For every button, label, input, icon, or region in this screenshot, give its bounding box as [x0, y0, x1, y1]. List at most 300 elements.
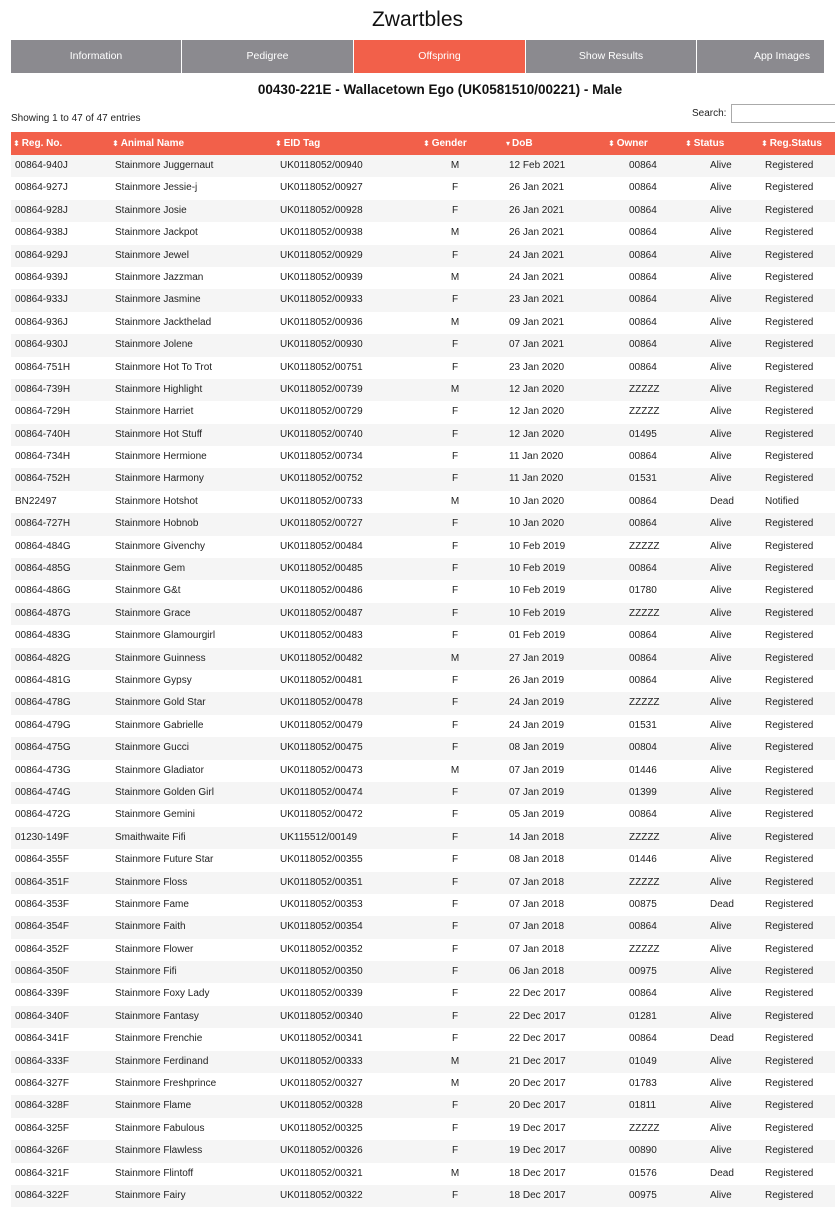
cell-eid-tag: UK0118052/00350: [280, 966, 363, 978]
cell-reg-status: Registered: [765, 652, 814, 664]
cell-dob: 19 Dec 2017: [509, 1145, 566, 1157]
cell-gender: M: [450, 764, 460, 776]
cell-gender: F: [451, 742, 459, 754]
tab-bar: [11, 40, 824, 73]
tab-offspring[interactable]: Offspring: [354, 40, 526, 73]
cell-eid-tag: UK0118052/00939: [280, 271, 363, 283]
cell-reg-status: Registered: [765, 1189, 814, 1201]
table-row[interactable]: [11, 670, 835, 692]
table-row[interactable]: [11, 1028, 835, 1050]
cell-eid-tag: UK0118052/00352: [280, 943, 363, 955]
tab-pedigree[interactable]: Pedigree: [182, 40, 354, 73]
cell-owner: 00975: [629, 1189, 657, 1201]
cell-status: Alive: [710, 1055, 732, 1067]
cell-animal-name: Stainmore Hobnob: [115, 518, 199, 530]
cell-animal-name: Stainmore Jackpot: [115, 227, 198, 239]
column-label: Gender: [431, 138, 467, 149]
cell-owner: ZZZZZ: [629, 697, 660, 709]
cell-animal-name: Stainmore Juggernaut: [115, 160, 214, 171]
cell-animal-name: Stainmore Flintoff: [115, 1167, 194, 1179]
cell-owner: 00864: [629, 451, 657, 463]
table-row[interactable]: [11, 827, 835, 849]
cell-reg-no: 00864-482G: [15, 652, 71, 664]
tab-information[interactable]: Information: [11, 40, 182, 73]
column-header-eid-tag[interactable]: [275, 132, 425, 155]
sort-both-icon: ⬍: [112, 139, 119, 148]
cell-owner: 00864: [629, 495, 657, 507]
cell-status: Alive: [710, 831, 732, 843]
cell-gender: F: [451, 1145, 459, 1157]
cell-reg-status: Registered: [765, 1122, 814, 1134]
table-row[interactable]: [11, 1163, 835, 1185]
table-row[interactable]: [11, 289, 835, 311]
cell-owner: 01531: [629, 719, 657, 731]
cell-reg-no: 00864-729H: [15, 406, 71, 418]
cell-animal-name: Stainmore Glamourgirl: [115, 630, 216, 642]
cell-animal-name: Stainmore Hot Stuff: [115, 428, 203, 440]
cell-status: Alive: [710, 742, 732, 754]
table-row[interactable]: [11, 155, 835, 177]
cell-owner: 01049: [629, 1055, 657, 1067]
cell-reg-no: 00864-484G: [15, 540, 71, 552]
cell-owner: 00864: [629, 361, 657, 373]
cell-reg-status: Registered: [765, 540, 814, 552]
table-row[interactable]: [11, 267, 835, 289]
cell-status: Alive: [710, 271, 732, 283]
cell-animal-name: Stainmore Fairy: [115, 1189, 186, 1201]
table-row[interactable]: [11, 1185, 835, 1207]
cell-gender: F: [451, 249, 459, 261]
sort-desc-icon: ▾: [506, 139, 511, 148]
cell-status: Alive: [710, 652, 732, 664]
cell-gender: F: [451, 204, 459, 216]
table-row[interactable]: [11, 1006, 835, 1028]
cell-eid-tag: UK0118052/00322: [280, 1189, 363, 1201]
cell-reg-no: 00864-751H: [15, 361, 71, 373]
table-row[interactable]: [11, 536, 835, 558]
cell-status: Alive: [710, 473, 732, 485]
table-row[interactable]: [11, 222, 835, 244]
cell-dob: 11 Jan 2020: [509, 451, 564, 463]
cell-dob: 10 Feb 2019: [509, 607, 566, 619]
cell-owner: 01281: [629, 1010, 657, 1022]
cell-status: Alive: [710, 809, 732, 821]
cell-reg-no: 00864-485G: [15, 563, 71, 575]
search-input[interactable]: [731, 104, 835, 123]
cell-dob: 18 Dec 2017: [509, 1189, 566, 1201]
cell-animal-name: Stainmore Gladiator: [115, 764, 204, 776]
cell-dob: 22 Dec 2017: [509, 1033, 566, 1045]
cell-reg-status: Registered: [765, 1078, 814, 1090]
cell-reg-status: Registered: [765, 697, 814, 709]
cell-gender: F: [451, 1122, 459, 1134]
sort-both-icon: ⬍: [608, 139, 615, 148]
cell-dob: 07 Jan 2021: [509, 339, 565, 351]
table-row[interactable]: [11, 580, 835, 602]
cell-dob: 10 Jan 2020: [509, 518, 565, 530]
cell-dob: 10 Feb 2019: [509, 540, 566, 552]
table-row[interactable]: [11, 357, 835, 379]
column-label: Status: [693, 138, 725, 149]
cell-status: Alive: [710, 406, 732, 418]
cell-gender: F: [451, 1189, 459, 1201]
cell-gender: M: [450, 383, 460, 395]
cell-animal-name: Smaithwaite Fifi: [115, 831, 186, 843]
cell-status: Alive: [710, 1010, 732, 1022]
cell-dob: 27 Jan 2019: [509, 652, 565, 664]
cell-status: Alive: [710, 674, 732, 686]
cell-status: Alive: [710, 518, 732, 530]
cell-reg-no: 00864-739H: [15, 383, 71, 395]
table-row[interactable]: [11, 983, 835, 1005]
cell-animal-name: Stainmore Gabrielle: [115, 719, 204, 731]
cell-animal-name: Stainmore Givenchy: [115, 540, 206, 552]
column-header-status[interactable]: [685, 132, 745, 155]
cell-gender: F: [451, 428, 459, 440]
cell-eid-tag: UK0118052/00928: [280, 204, 363, 216]
cell-dob: 10 Jan 2020: [509, 495, 565, 507]
cell-eid-tag: UK0118052/00354: [280, 921, 363, 933]
cell-gender: F: [451, 943, 459, 955]
cell-owner: ZZZZZ: [629, 607, 660, 619]
cell-status: Alive: [710, 988, 732, 1000]
cell-animal-name: Stainmore Hotshot: [115, 495, 198, 507]
table-row[interactable]: [11, 446, 835, 468]
cell-reg-no: 00864-933J: [15, 294, 68, 306]
cell-eid-tag: UK0118052/00727: [280, 518, 363, 530]
cell-animal-name: Stainmore Hermione: [115, 451, 207, 463]
column-header-animal-name[interactable]: [112, 132, 272, 155]
cell-status: Alive: [710, 786, 732, 798]
cell-animal-name: Stainmore Jewel: [115, 249, 189, 261]
cell-gender: F: [451, 585, 459, 597]
column-header-reg-no[interactable]: [13, 132, 108, 155]
cell-dob: 22 Dec 2017: [509, 1010, 566, 1022]
cell-gender: F: [451, 1033, 459, 1045]
table-row[interactable]: [11, 1073, 835, 1095]
cell-animal-name: Stainmore Fantasy: [115, 1010, 199, 1022]
cell-gender: F: [451, 831, 459, 843]
cell-owner: 00864: [629, 809, 657, 821]
table-row[interactable]: [11, 692, 835, 714]
cell-animal-name: Stainmore Gold Star: [115, 697, 206, 709]
cell-status: Alive: [710, 585, 732, 597]
table-row[interactable]: [11, 312, 835, 334]
cell-reg-status: Registered: [765, 988, 814, 1000]
cell-owner: 01446: [629, 764, 657, 776]
cell-reg-no: 00864-930J: [15, 339, 68, 351]
table-row[interactable]: [11, 849, 835, 871]
cell-eid-tag: UK115512/00149: [280, 831, 358, 843]
table-row[interactable]: [11, 715, 835, 737]
cell-owner: 00864: [629, 988, 657, 1000]
table-row[interactable]: [11, 894, 835, 916]
table-row[interactable]: [11, 245, 835, 267]
cell-status: Alive: [710, 540, 732, 552]
table-row[interactable]: [11, 939, 835, 961]
cell-eid-tag: UK0118052/00474: [280, 786, 363, 798]
cell-dob: 20 Dec 2017: [509, 1078, 566, 1090]
cell-reg-no: 00864-475G: [15, 742, 71, 754]
table-row[interactable]: [11, 200, 835, 222]
cell-reg-no: 00864-478G: [15, 697, 71, 709]
cell-animal-name: Stainmore Freshprince: [115, 1078, 217, 1090]
cell-reg-status: Registered: [765, 742, 814, 754]
cell-owner: 00864: [629, 652, 657, 664]
cell-owner: 00864: [629, 1033, 657, 1045]
cell-owner: 00864: [629, 674, 657, 686]
cell-reg-status: Registered: [765, 1033, 814, 1045]
page-title: Zwartbles: [371, 8, 464, 31]
cell-gender: F: [451, 406, 459, 418]
cell-reg-status: Registered: [765, 786, 814, 798]
cell-status: Alive: [710, 249, 732, 261]
table-row[interactable]: [11, 424, 835, 446]
search-label: Search:: [692, 108, 727, 119]
cell-reg-status: Registered: [765, 854, 814, 866]
cell-reg-status: Registered: [765, 1100, 814, 1112]
table-row[interactable]: [11, 760, 835, 782]
cell-dob: 07 Jan 2018: [509, 876, 565, 888]
table-row[interactable]: [11, 625, 835, 647]
cell-status: Alive: [710, 563, 732, 575]
table-header: [11, 132, 835, 155]
cell-eid-tag: UK0118052/00734: [280, 451, 363, 463]
cell-dob: 24 Jan 2021: [509, 249, 565, 261]
cell-owner: ZZZZZ: [629, 540, 660, 552]
cell-reg-status: Registered: [765, 1145, 814, 1157]
cell-owner: 00864: [629, 294, 657, 306]
cell-owner: 00864: [629, 630, 657, 642]
cell-owner: 01495: [629, 428, 657, 440]
cell-status: Alive: [710, 719, 732, 731]
table-row[interactable]: [11, 334, 835, 356]
cell-reg-status: Registered: [765, 204, 814, 216]
cell-reg-no: 00864-936J: [15, 316, 68, 328]
cell-reg-status: Registered: [765, 563, 814, 575]
cell-reg-status: Registered: [765, 428, 814, 440]
cell-eid-tag: UK0118052/00486: [280, 585, 363, 597]
cell-status: Alive: [710, 966, 732, 978]
cell-reg-status: Notified: [765, 495, 799, 507]
cell-dob: 22 Dec 2017: [509, 988, 566, 1000]
cell-gender: F: [451, 607, 459, 619]
cell-animal-name: Stainmore Fame: [115, 898, 189, 910]
cell-dob: 24 Jan 2021: [509, 271, 565, 283]
column-header-owner[interactable]: [608, 132, 668, 155]
cell-status: Alive: [710, 1122, 732, 1134]
cell-dob: 12 Jan 2020: [509, 406, 565, 418]
column-header-dob[interactable]: [506, 132, 586, 155]
cell-status: Dead: [710, 495, 734, 507]
cell-gender: F: [451, 876, 459, 888]
cell-dob: 01 Feb 2019: [509, 630, 566, 642]
cell-eid-tag: UK0118052/00351: [280, 876, 363, 888]
cell-animal-name: Stainmore Fabulous: [115, 1122, 205, 1134]
cell-animal-name: Stainmore Frenchie: [115, 1033, 203, 1045]
cell-gender: F: [451, 1100, 459, 1112]
cell-gender: F: [451, 182, 459, 194]
table-row[interactable]: [11, 603, 835, 625]
column-header-reg-status[interactable]: [761, 132, 835, 155]
cell-status: Alive: [710, 339, 732, 351]
cell-eid-tag: UK0118052/00930: [280, 339, 363, 351]
cell-dob: 12 Jan 2020: [509, 428, 565, 440]
table-row[interactable]: [11, 737, 835, 759]
cell-gender: F: [451, 563, 459, 575]
column-label: Reg.Status: [769, 138, 822, 149]
cell-status: Dead: [710, 1167, 734, 1179]
column-header-gender[interactable]: [423, 132, 483, 155]
cell-reg-no: 00864-940J: [15, 160, 68, 171]
cell-reg-status: Registered: [765, 876, 814, 888]
cell-owner: ZZZZZ: [629, 943, 660, 955]
cell-reg-status: Registered: [765, 1010, 814, 1022]
cell-dob: 10 Feb 2019: [509, 585, 566, 597]
table-row[interactable]: [11, 648, 835, 670]
cell-dob: 26 Jan 2021: [509, 204, 565, 216]
cell-animal-name: Stainmore Flame: [115, 1100, 192, 1112]
cell-reg-status: Registered: [765, 719, 814, 731]
cell-gender: F: [451, 1010, 459, 1022]
cell-status: Alive: [710, 764, 732, 776]
table-row[interactable]: [11, 961, 835, 983]
cell-eid-tag: UK0118052/00472: [280, 809, 363, 821]
table-row[interactable]: [11, 782, 835, 804]
cell-gender: F: [451, 294, 459, 306]
cell-reg-status: Registered: [765, 764, 814, 776]
cell-animal-name: Stainmore Jackthelad: [115, 316, 212, 328]
cell-gender: F: [451, 630, 459, 642]
cell-eid-tag: UK0118052/00752: [280, 473, 363, 485]
cell-owner: ZZZZZ: [629, 876, 660, 888]
cell-animal-name: Stainmore Harriet: [115, 406, 194, 418]
table-row[interactable]: [11, 1118, 835, 1140]
cell-reg-status: Registered: [765, 182, 814, 194]
cell-gender: M: [450, 271, 460, 283]
cell-eid-tag: UK0118052/00485: [280, 563, 363, 575]
cell-dob: 24 Jan 2019: [509, 697, 565, 709]
table-row[interactable]: [11, 401, 835, 423]
cell-animal-name: Stainmore Gem: [115, 563, 186, 575]
table-body: [11, 155, 835, 1207]
cell-dob: 07 Jan 2019: [509, 786, 565, 798]
cell-owner: 00864: [629, 339, 657, 351]
sort-both-icon: ⬍: [423, 139, 430, 148]
cell-reg-no: 00864-927J: [15, 182, 68, 194]
cell-eid-tag: UK0118052/00340: [280, 1010, 363, 1022]
table-row[interactable]: [11, 468, 835, 490]
cell-animal-name: Stainmore Jazzman: [115, 271, 204, 283]
cell-gender: M: [450, 1055, 460, 1067]
table-row[interactable]: [11, 513, 835, 535]
cell-eid-tag: UK0118052/00929: [280, 249, 363, 261]
table-row[interactable]: [11, 1140, 835, 1162]
cell-gender: M: [450, 316, 460, 328]
cell-dob: 12 Feb 2021: [509, 160, 566, 171]
cell-reg-no: 00864-734H: [15, 451, 71, 463]
tab-show-results[interactable]: Show Results: [526, 40, 697, 73]
cell-owner: 01446: [629, 854, 657, 866]
cell-dob: 07 Jan 2018: [509, 921, 565, 933]
cell-animal-name: Stainmore Grace: [115, 607, 191, 619]
cell-dob: 11 Jan 2020: [509, 473, 564, 485]
cell-eid-tag: UK0118052/00940: [280, 160, 363, 171]
cell-eid-tag: UK0118052/00327: [280, 1078, 363, 1090]
cell-reg-status: Registered: [765, 630, 814, 642]
cell-eid-tag: UK0118052/00729: [280, 406, 363, 418]
cell-reg-status: Registered: [765, 518, 814, 530]
table-row[interactable]: [11, 1051, 835, 1073]
cell-animal-name: Stainmore Gypsy: [115, 674, 192, 686]
table-row[interactable]: [11, 558, 835, 580]
cell-reg-no: 00864-727H: [15, 518, 71, 530]
cell-reg-status: Registered: [765, 227, 814, 239]
cell-gender: F: [451, 809, 459, 821]
cell-dob: 19 Dec 2017: [509, 1122, 566, 1134]
table-row[interactable]: [11, 1095, 835, 1117]
cell-reg-status: Registered: [765, 249, 814, 261]
cell-reg-status: Registered: [765, 271, 814, 283]
cell-owner: 00890: [629, 1145, 657, 1157]
cell-gender: M: [450, 1078, 460, 1090]
cell-reg-no: 00864-929J: [15, 249, 68, 261]
table-row[interactable]: [11, 872, 835, 894]
cell-animal-name: Stainmore Foxy Lady: [115, 988, 210, 1000]
tab-app-images[interactable]: App Images: [697, 40, 824, 73]
cell-eid-tag: UK0118052/00739: [280, 383, 363, 395]
cell-status: Alive: [710, 294, 732, 306]
cell-reg-status: Registered: [765, 898, 814, 910]
sort-both-icon: ⬍: [275, 139, 282, 148]
cell-eid-tag: UK0118052/00326: [280, 1145, 363, 1157]
cell-owner: 00864: [629, 563, 657, 575]
cell-eid-tag: UK0118052/00938: [280, 227, 363, 239]
cell-reg-status: Registered: [765, 831, 814, 843]
table-row[interactable]: [11, 379, 835, 401]
cell-owner: 00864: [629, 204, 657, 216]
cell-reg-no: 00864-321F: [15, 1167, 69, 1179]
cell-reg-no: 00864-479G: [15, 719, 71, 731]
table-row[interactable]: [11, 804, 835, 826]
cell-owner: 00864: [629, 316, 657, 328]
cell-owner: 00864: [629, 518, 657, 530]
cell-reg-no: 00864-328F: [15, 1100, 69, 1112]
cell-owner: 00864: [629, 182, 657, 194]
cell-gender: F: [451, 966, 459, 978]
cell-owner: 00864: [629, 160, 657, 171]
cell-animal-name: Stainmore Gemini: [115, 809, 196, 821]
animal-heading: 00430-221E - Wallacetown Ego (UK0581510/00221) - Male: [257, 82, 623, 97]
cell-gender: F: [451, 921, 459, 933]
cell-reg-no: 01230-149F: [15, 831, 69, 843]
cell-reg-no: 00864-326F: [15, 1145, 69, 1157]
table-row[interactable]: [11, 916, 835, 938]
entries-info: Showing 1 to 47 of 47 entries: [11, 113, 141, 124]
cell-dob: 26 Jan 2019: [509, 674, 565, 686]
cell-dob: 20 Dec 2017: [509, 1100, 566, 1112]
cell-eid-tag: UK0118052/00473: [280, 764, 363, 776]
cell-eid-tag: UK0118052/00482: [280, 652, 363, 664]
sort-both-icon: ⬍: [761, 139, 768, 148]
cell-owner: 01399: [629, 786, 657, 798]
cell-animal-name: Stainmore Highlight: [115, 383, 203, 395]
cell-reg-no: 00864-355F: [15, 854, 69, 866]
table-row[interactable]: [11, 177, 835, 199]
cell-reg-status: Registered: [765, 406, 814, 418]
table-row[interactable]: [11, 491, 835, 513]
cell-status: Alive: [710, 428, 732, 440]
